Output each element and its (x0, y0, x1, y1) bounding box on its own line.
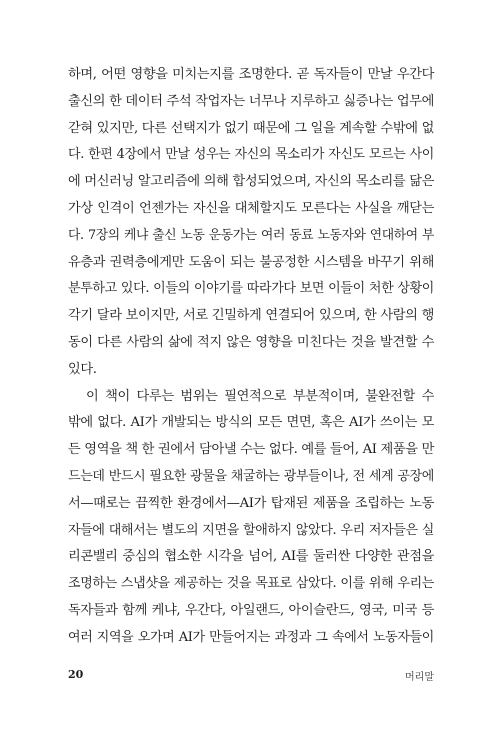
text-line: 하며, 어떤 영향을 미치는지를 조명한다. 곧 독자들이 만날 우간다 (68, 67, 434, 82)
text-line: 든 영역을 책 한 권에서 담아낼 수는 없다. 예를 들어, AI 제품을 만 (68, 442, 434, 458)
text-line: 유층과 권력층에게만 도움이 되는 불공정한 시스템을 바꾸기 위해 (68, 254, 434, 270)
paragraph-1 (68, 62, 434, 384)
text-line: 독자들과 함께 케냐, 우간다, 아일랜드, 아이슬란드, 영국, 미국 등 (68, 602, 434, 618)
text-line: 리콘밸리 중심의 협소한 시각을 넘어, AI를 둘러싼 다양한 관점을 (68, 549, 434, 565)
text-line: 에 머신러닝 알고리즘에 의해 합성되었으며, 자신의 목소리를 닮은 (68, 174, 434, 190)
text-line: 있다. (68, 361, 97, 377)
paragraph-2 (68, 384, 434, 652)
text-line: 자들에 대해서는 별도의 지면을 할애하지 않았다. 우리 저자들은 실 (68, 522, 434, 538)
text-line: 드는데 반드시 필요한 광물을 채굴하는 광부들이나, 전 세계 공장에 (68, 468, 434, 484)
running-head: 머리말 (405, 672, 434, 683)
text-line: 서—때로는 끔찍한 환경에서—AI가 탑재된 제품을 조립하는 노동 (68, 495, 434, 511)
text-line: 조명하는 스냅샷을 제공하는 것을 목표로 삼았다. 이를 위해 우리는 (68, 576, 434, 592)
text-line: 출신의 한 데이터 주석 작업자는 너무나 지루하고 싫증나는 업무에 (68, 93, 434, 109)
page-number: 20 (68, 668, 84, 681)
text-line: 동이 다른 사람의 삶에 적지 않은 영향을 미친다는 것을 발견할 수 (68, 334, 434, 350)
text-line: 밖에 없다. AI가 개발되는 방식의 모든 면면, 혹은 AI가 쓰이는 모 (68, 415, 434, 431)
text-line: 다. 7장의 케냐 출신 노동 운동가는 여러 동료 노동자와 연대하여 부 (68, 227, 434, 243)
text-line: 다. 한편 4장에서 만날 성우는 자신의 목소리가 자신도 모르는 사이 (68, 147, 434, 163)
page-footer (68, 668, 434, 684)
text-line: 여러 지역을 오가며 AI가 만들어지는 과정과 그 속에서 노동자들이 (68, 629, 434, 645)
text-line: 가상 인격이 언젠가는 자신을 대체할지도 모른다는 사실을 깨닫는 (68, 200, 434, 216)
text-line: 분투하고 있다. 이들의 이야기를 따라가다 보면 이들이 처한 상황이 (68, 281, 434, 297)
text-line: 이 책이 다루는 범위는 필연적으로 부분적이며, 불완전할 수 (86, 388, 434, 404)
text-line: 각기 달라 보이지만, 서로 긴밀하게 연결되어 있으며, 한 사람의 행 (68, 308, 434, 324)
body-text (68, 62, 434, 652)
text-line: 갇혀 있지만, 다른 선택지가 없기 때문에 그 일을 계속할 수밖에 없 (68, 120, 434, 136)
